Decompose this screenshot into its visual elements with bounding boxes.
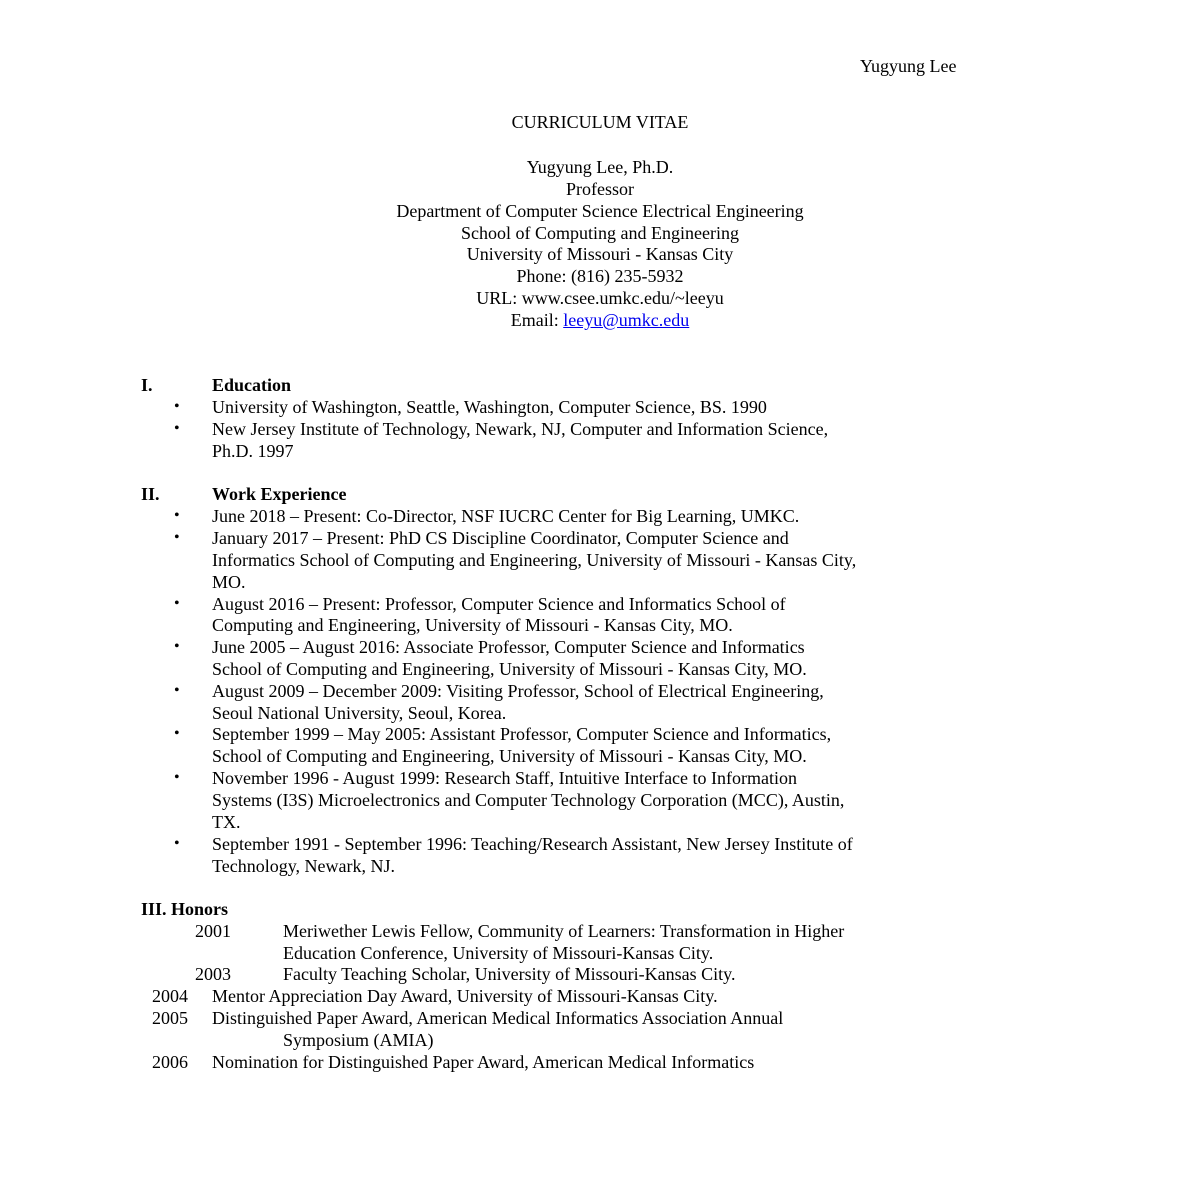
bullet-icon: • — [174, 725, 180, 742]
document-title: CURRICULUM VITAE — [511, 112, 689, 132]
contact-email-line — [0, 309, 1200, 331]
contact-name: Yugyung Lee, Ph.D. — [526, 157, 674, 177]
work-item-continuation: MO. — [212, 572, 246, 592]
work-section-number: II. — [141, 484, 160, 504]
work-item: August 2009 – December 2009: Visiting Professor, School of Electrical Engineering, — [212, 681, 824, 701]
education-item-continuation: Ph.D. 1997 — [212, 441, 294, 461]
bullet-icon: • — [174, 507, 180, 524]
honors-section-title: III. Honors — [141, 899, 229, 919]
contact-university: University of Missouri - Kansas City — [466, 244, 734, 264]
bullet-icon: • — [174, 529, 180, 546]
honor-item: Distinguished Paper Award, American Medical Informatics Association Annual — [212, 1008, 784, 1028]
bullet-icon: • — [174, 420, 180, 437]
honor-item-continuation: Education Conference, University of Missouri-Kansas City. — [283, 943, 714, 963]
work-item-continuation: School of Computing and Engineering, University of Missouri - Kansas City, MO. — [212, 659, 807, 679]
honor-item-continuation: Symposium (AMIA) — [283, 1030, 434, 1050]
education-item: New Jersey Institute of Technology, Newark, NJ, Computer and Information Science, — [212, 419, 829, 439]
honor-year: 2003 — [195, 964, 231, 984]
honor-item: Meriwether Lewis Fellow, Community of Learners: Transformation in Higher — [283, 921, 845, 941]
education-section-number: I. — [141, 375, 153, 395]
bullet-icon: • — [174, 682, 180, 699]
contact-phone: Phone: (816) 235-5932 — [516, 266, 684, 286]
honor-item: Faculty Teaching Scholar, University of Missouri-Kansas City. — [283, 964, 736, 984]
work-item-continuation: TX. — [212, 812, 241, 832]
education-item: University of Washington, Seattle, Washington, Computer Science, BS. 1990 — [212, 397, 767, 417]
work-item-continuation: Technology, Newark, NJ. — [212, 856, 396, 876]
work-section-title: Work Experience — [212, 484, 347, 504]
honor-year: 2001 — [195, 921, 231, 941]
bullet-icon: • — [174, 638, 180, 655]
honor-item: Nomination for Distinguished Paper Award, American Medical Informatics — [212, 1052, 755, 1072]
work-item: January 2017 – Present: PhD CS Discipline Coordinator, Computer Science and — [212, 528, 789, 548]
work-item: September 1999 – May 2005: Assistant Professor, Computer Science and Informatics, — [212, 724, 832, 744]
work-item: June 2018 – Present: Co-Director, NSF IUCRC Center for Big Learning, UMKC. — [212, 506, 800, 526]
work-item: June 2005 – August 2016: Associate Professor, Computer Science and Informatics — [212, 637, 805, 657]
email-link[interactable]: leeyu@umkc.edu — [563, 310, 690, 330]
running-header-name: Yugyung Lee — [860, 56, 957, 76]
work-item: November 1996 - August 1999: Research Staff, Intuitive Interface to Information — [212, 768, 798, 788]
work-item-continuation: Informatics School of Computing and Engineering, University of Missouri - Kansas City, — [212, 550, 857, 570]
work-item-continuation: Seoul National University, Seoul, Korea. — [212, 703, 507, 723]
work-item-continuation: School of Computing and Engineering, University of Missouri - Kansas City, MO. — [212, 746, 807, 766]
work-item-continuation: Computing and Engineering, University of Missouri - Kansas City, MO. — [212, 615, 733, 635]
honor-year: 2006 — [152, 1052, 188, 1072]
bullet-icon: • — [174, 595, 180, 612]
email-label: Email: — [510, 310, 564, 330]
work-item: August 2016 – Present: Professor, Computer Science and Informatics School of — [212, 594, 786, 614]
bullet-icon: • — [174, 398, 180, 415]
contact-url: URL: www.csee.umkc.edu/~leeyu — [476, 288, 724, 308]
honor-year: 2005 — [152, 1008, 188, 1028]
work-item: September 1991 - September 1996: Teaching/Research Assistant, New Jersey Institute of — [212, 834, 853, 854]
honor-item: Mentor Appreciation Day Award, University of Missouri-Kansas City. — [212, 986, 718, 1006]
contact-school: School of Computing and Engineering — [461, 223, 739, 243]
work-item-continuation: Systems (I3S) Microelectronics and Computer Technology Corporation (MCC), Austin, — [212, 790, 845, 810]
contact-position: Professor — [566, 179, 634, 199]
contact-department: Department of Computer Science Electrical Engineering — [396, 201, 804, 221]
honor-year: 2004 — [152, 986, 188, 1006]
bullet-icon: • — [174, 835, 180, 852]
bullet-icon: • — [174, 769, 180, 786]
education-section-title: Education — [212, 375, 292, 395]
